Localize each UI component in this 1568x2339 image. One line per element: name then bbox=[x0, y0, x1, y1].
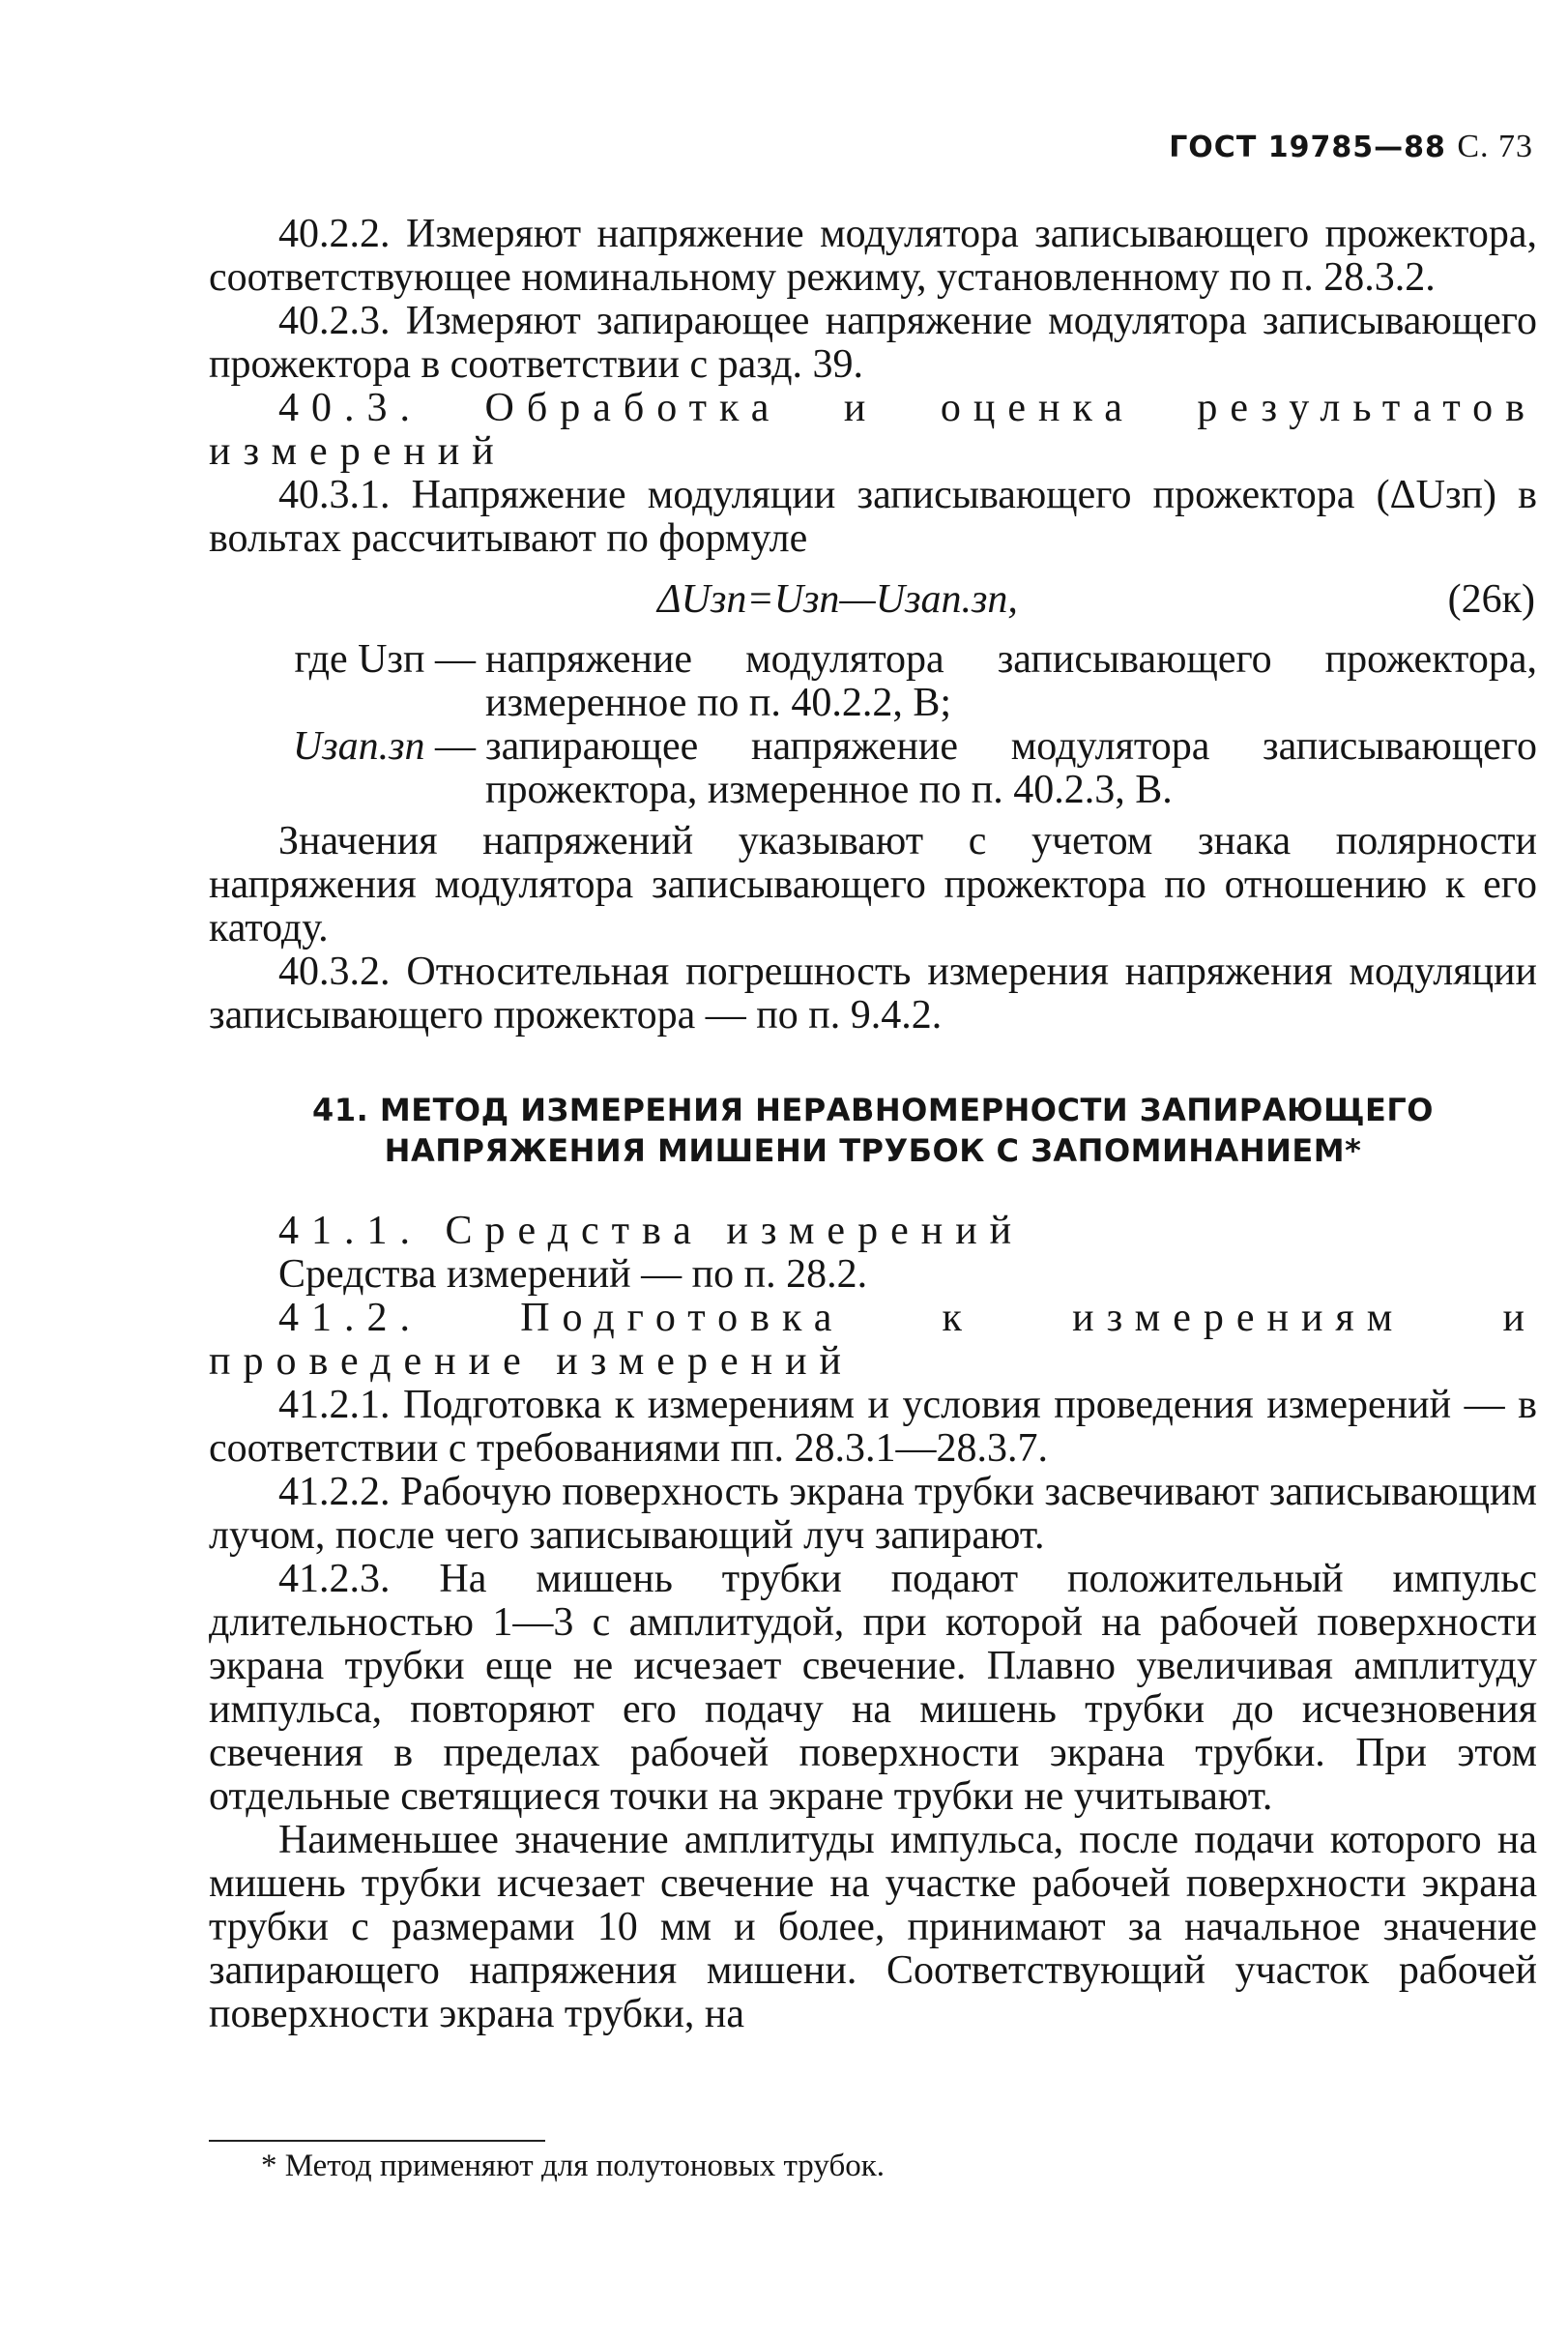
footnote-divider bbox=[209, 2140, 545, 2142]
section-title-41: 41. МЕТОД ИЗМЕРЕНИЯ НЕРАВНОМЕРНОСТИ ЗАПИРАЮЩЕГО НАПРЯЖЕНИЯ МИШЕНИ ТРУБОК С ЗАПОМИНАНИЕМ* bbox=[312, 1092, 1434, 1169]
page-body bbox=[209, 213, 1537, 2036]
doc-code: ГОСТ 19785—88 bbox=[1169, 131, 1446, 164]
definitions-list bbox=[209, 638, 1537, 812]
page-header bbox=[1169, 129, 1533, 165]
definition-term: Uзап.зп — bbox=[292, 724, 476, 769]
definition-symbol: Uзап.зп bbox=[292, 724, 425, 769]
formula-26k bbox=[209, 578, 1537, 627]
paragraph-41-2-1: 41.2.1. Подготовка к измерениям и условия проведения измерений — в соответствии с требованиями пп. 28.3.1—28.3.7. bbox=[209, 1383, 1537, 1471]
footnote: * Метод применяют для полутоновых трубок. bbox=[261, 2149, 886, 2183]
definition-row bbox=[209, 638, 1537, 725]
definition-text: запирающее напряжение модулятора записывающего прожектора, измеренное по п. 40.2.3, В. bbox=[485, 724, 1537, 812]
definition-row bbox=[209, 725, 1537, 812]
paragraph-41-1: Средства измерений — по п. 28.2. bbox=[278, 1252, 868, 1297]
paragraph-40-2-2: 40.2.2. Измеряют напряжение модулятора записывающего прожектора, соответствующее номинальному режиму, установленному по п. 28.3.2. bbox=[209, 212, 1537, 300]
paragraph-values: Значения напряжений указывают с учетом знака полярности напряжения модулятора записывающего прожектора по отношению к его катоду. bbox=[209, 819, 1537, 950]
paragraph-40-3-2: 40.3.2. Относительная погрешность измерения напряжения модуляции записывающего прожектора — по п. 9.4.2. bbox=[209, 950, 1537, 1038]
heading-41-1: 41.1. Средства измерений bbox=[278, 1209, 1025, 1253]
formula-expression: ΔUзп=Uзп—Uзап.зп, bbox=[657, 577, 1018, 622]
definition-text: напряжение модулятора записывающего прожектора, измеренное по п. 40.2.2, В; bbox=[485, 637, 1537, 725]
paragraph-min-value: Наименьшее значение амплитуды импульса, после подачи которого на мишень трубки исчезает свечение на участке рабочей поверхности экрана трубки с размерами 10 мм и более, принимают за начальное значение запирающего напряжения мишени. Соответствующий участок рабочей поверхности экрана трубки, на bbox=[209, 1818, 1537, 2036]
paragraph-41-2-2: 41.2.2. Рабочую поверхность экрана трубки засвечивают записывающим лучом, после чего записывающий луч запирают. bbox=[209, 1470, 1537, 1558]
where-intro: где Uзп — bbox=[294, 637, 476, 682]
formula-number: (26к) bbox=[1447, 577, 1535, 622]
paragraph-40-2-3: 40.2.3. Измеряют запирающее напряжение модулятора записывающего прожектора в соответствии с разд. 39. bbox=[209, 299, 1537, 387]
paragraph-40-3-1: 40.3.1. Напряжение модуляции записывающего прожектора (ΔUзп) в вольтах рассчитывают по формуле bbox=[209, 473, 1537, 561]
heading-40-3: 40.3. Обработка и оценка результатов измерений bbox=[209, 386, 1537, 474]
definition-term bbox=[209, 638, 485, 725]
page-number: С. 73 bbox=[1457, 129, 1533, 164]
paragraph-41-2-3: 41.2.3. На мишень трубки подают положительный импульс длительностью 1—3 с амплитудой, при которой на рабочей поверхности экрана трубки еще не исчезает свечение. Плавно увеличивая амплитуду импульса, повторяют его подачу на мишень трубки до исчезновения свечения в пределах рабочей поверхности экрана трубки. При этом отдельные светящиеся точки на экране трубки не учитывают. bbox=[209, 1557, 1537, 1819]
heading-41-2: 41.2. Подготовка к измерениям и проведение измерений bbox=[209, 1296, 1537, 1384]
